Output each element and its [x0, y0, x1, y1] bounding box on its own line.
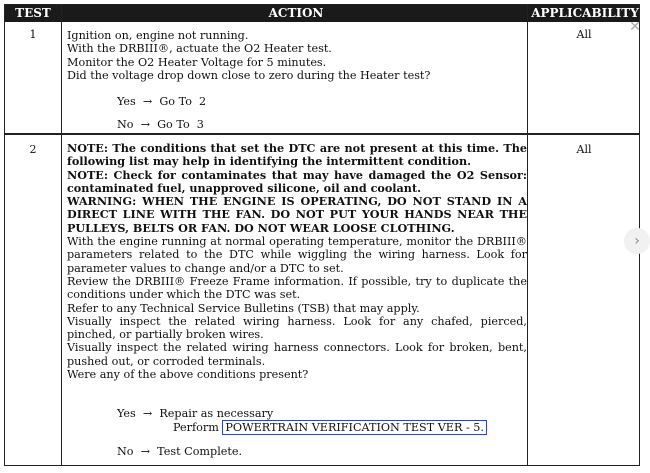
action-line: Ignition on, engine not running. — [67, 29, 249, 42]
row-1-yes-outcome: Yes → Go To 2 — [117, 95, 207, 108]
header-action: ACTION — [268, 6, 324, 20]
row-1-no-outcome: No → Go To 3 — [117, 118, 204, 131]
powertrain-verification-link[interactable]: POWERTRAIN VERIFICATION TEST VER - 5. — [222, 420, 487, 435]
header-test: TEST — [15, 6, 51, 20]
action-line: Were any of the above conditions present? — [67, 368, 309, 382]
action-line: With the DRBIII®, actuate the O2 Heater test. — [67, 42, 332, 56]
diagnostic-table — [4, 4, 640, 466]
close-icon[interactable]: ✕ — [629, 19, 641, 35]
row-1-action — [67, 29, 527, 82]
row-2-no-outcome: No → Test Complete. — [117, 445, 243, 458]
warning-text: WARNING: WHEN THE ENGINE IS OPERATING, DO NOT STAND IN A DIRECT LINE WITH THE FAN. DO NOT PUT YOUR HANDS NEAR THE PULLEYS, BELTS OR FAN. DO NOT WEAR LOOSE CLOTHING. — [67, 194, 527, 235]
row-2-applicability: All — [576, 143, 592, 156]
action-line: Monitor the O2 Heater Voltage for 5 minutes. — [67, 55, 327, 69]
row-2-perform-line — [173, 421, 487, 434]
row-2-yes-outcome: Yes → Repair as necessary — [117, 407, 274, 420]
row-2-test-number: 2 — [29, 143, 37, 156]
perform-label: Perform — [173, 421, 219, 434]
column-divider — [527, 5, 528, 465]
action-line: Did the voltage drop down close to zero during the Heater test? — [67, 68, 431, 82]
action-line: Refer to any Technical Service Bulletins (TSB) that may apply. — [67, 301, 420, 315]
action-line: With the engine running at normal operating temperature, monitor the DRBIII® parameters related to the DTC while wiggling the wiring harness. Look for parameter values to change and/or a DTC to set. — [67, 235, 527, 275]
action-line: Visually inspect the related wiring harness. Look for any chafed, pierced, pinched, or partially broken wires. — [67, 314, 527, 342]
row-divider — [5, 133, 639, 135]
table-header — [5, 5, 639, 22]
row-1-applicability: All — [576, 28, 592, 41]
note-text: NOTE: Check for contaminates that may have damaged the O2 Sensor: contaminated fuel, unapproved silicone, oil and coolant. — [67, 167, 527, 195]
note-text: NOTE: The conditions that set the DTC are not present at this time. The following list may help in identifying the intermittent condition. — [67, 141, 527, 169]
chevron-right-icon[interactable]: › — [624, 228, 650, 254]
action-line: Review the DRBIII® Freeze Frame information. If possible, try to duplicate the conditions under which the DTC was set. — [67, 274, 527, 302]
header-applicability: APPLICABILITY — [531, 6, 639, 20]
action-line: Visually inspect the related wiring harness connectors. Look for broken, bent, pushed out, or corroded terminals. — [67, 341, 527, 368]
row-2-action — [67, 142, 527, 381]
row-1-test-number: 1 — [29, 28, 37, 41]
column-divider — [61, 5, 62, 465]
